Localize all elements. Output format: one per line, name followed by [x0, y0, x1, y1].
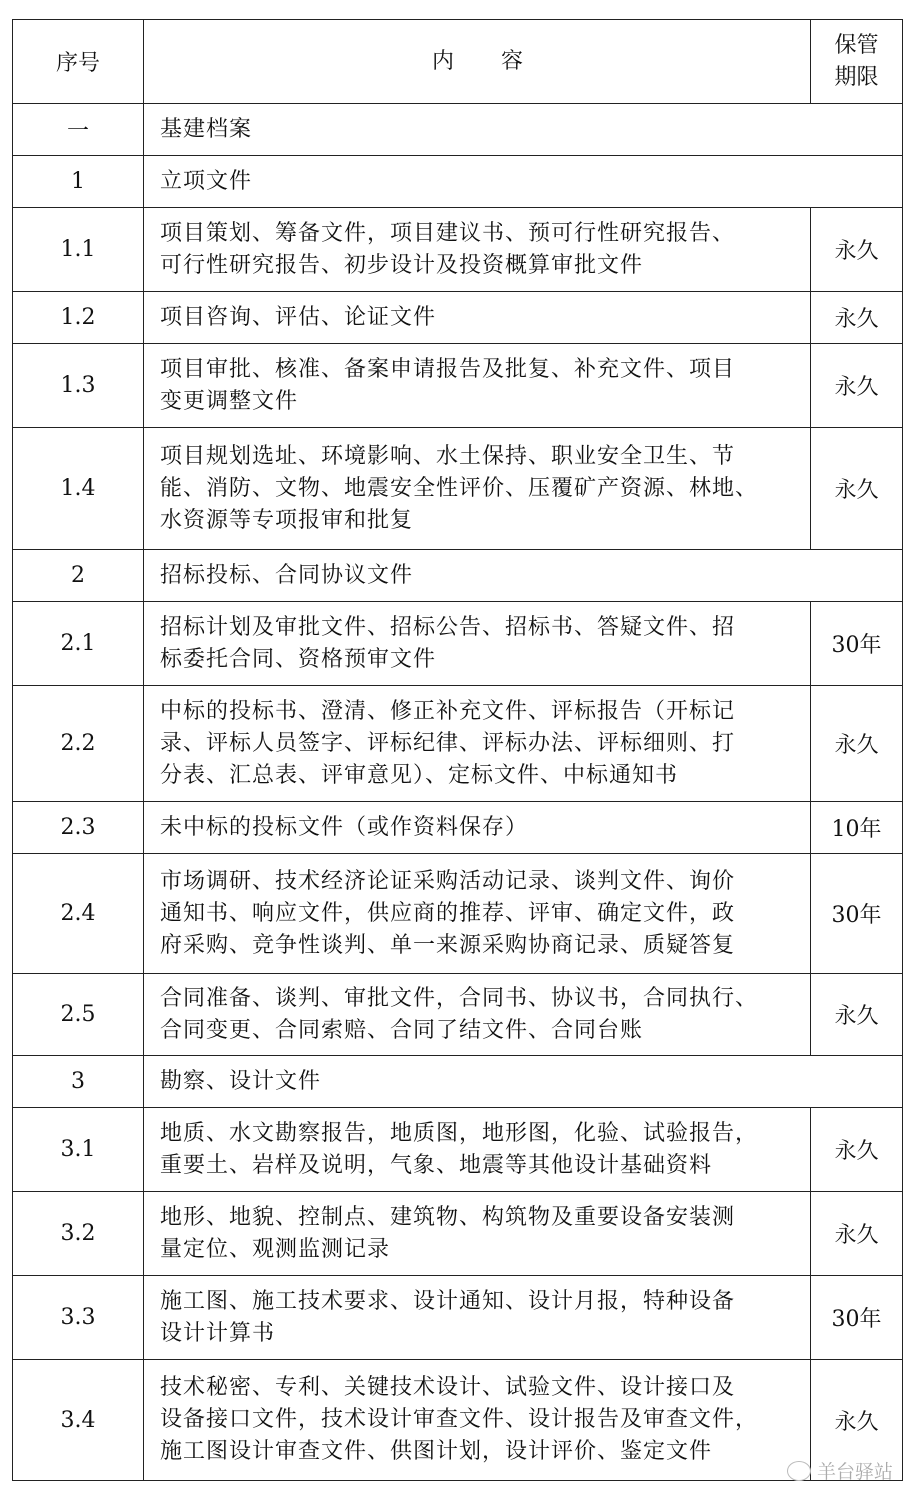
retention-period: 永久 — [811, 1360, 903, 1481]
retention-period: 30年 — [811, 1276, 903, 1360]
content-line: 分表、汇总表、评审意见）、定标文件、中标通知书 — [160, 762, 679, 788]
table-row — [13, 1360, 903, 1481]
content-line: 水资源等专项报审和批复 — [160, 507, 414, 533]
content-line: 地形、地貌、控制点、建筑物、构筑物及重要设备安装测 — [160, 1204, 736, 1230]
row-content — [144, 344, 811, 428]
retention-period: 永久 — [811, 344, 903, 428]
row-content — [144, 974, 811, 1056]
content-line: 量定位、观测监测记录 — [160, 1236, 391, 1262]
row-content — [144, 1276, 811, 1360]
retention-period: 30年 — [811, 854, 903, 974]
table-row — [13, 292, 903, 344]
row-number: 1.1 — [13, 208, 144, 292]
row-number: 2.1 — [13, 602, 144, 686]
section-row — [13, 1056, 903, 1108]
table-row — [13, 1192, 903, 1276]
table-row — [13, 854, 903, 974]
row-content — [144, 428, 811, 550]
content-line: 变更调整文件 — [160, 388, 299, 414]
content-line: 市场调研、技术经济论证采购活动记录、谈判文件、询价 — [160, 868, 736, 894]
content-line: 中标的投标书、澄清、修正补充文件、评标报告（开标记 — [160, 698, 736, 724]
table-row — [13, 344, 903, 428]
row-number: 3.3 — [13, 1276, 144, 1360]
row-content — [144, 1056, 903, 1108]
table-row — [13, 602, 903, 686]
content-line: 通知书、响应文件，供应商的推荐、评审、确定文件，政 — [160, 900, 736, 926]
row-number: 3.4 — [13, 1360, 144, 1481]
header-no: 序号 — [13, 20, 144, 104]
table-row — [13, 802, 903, 854]
content-line: 地质、水文勘察报告，地质图，地形图，化验、试验报告， — [160, 1120, 759, 1146]
row-content — [144, 1108, 811, 1192]
row-content — [144, 854, 811, 974]
table-row — [13, 208, 903, 292]
content-line: 施工图设计审查文件、供图计划，设计评价、鉴定文件 — [160, 1439, 713, 1464]
content-line: 可行性研究报告、初步设计及投资概算审批文件 — [160, 252, 644, 278]
content-line: 合同准备、谈判、审批文件，合同书、协议书，合同执行、 — [160, 985, 759, 1011]
retention-period: 永久 — [811, 1108, 903, 1192]
content-line: 勘察、设计文件 — [160, 1068, 322, 1094]
header-content: 内 容 — [144, 20, 811, 104]
content-line: 招标投标、合同协议文件 — [160, 562, 414, 588]
row-content — [144, 686, 811, 802]
row-content — [144, 550, 903, 602]
retention-period: 永久 — [811, 686, 903, 802]
row-number: 3.2 — [13, 1192, 144, 1276]
content-line: 未中标的投标文件（或作资料保存） — [160, 814, 529, 840]
retention-period: 永久 — [811, 974, 903, 1056]
row-number: 2.2 — [13, 686, 144, 802]
row-number: 3.1 — [13, 1108, 144, 1192]
content-line: 基建档案 — [160, 116, 253, 142]
row-content — [144, 104, 903, 156]
row-number: 1.4 — [13, 428, 144, 550]
table-row — [13, 428, 903, 550]
retention-period: 永久 — [811, 428, 903, 550]
header-period-line: 保管 — [834, 32, 879, 58]
content-line: 项目策划、筹备文件，项目建议书、预可行性研究报告、 — [160, 220, 736, 246]
wechat-icon — [787, 1461, 811, 1481]
retention-period: 30年 — [811, 602, 903, 686]
header-period — [811, 20, 903, 104]
table-row — [13, 974, 903, 1056]
content-line: 招标计划及审批文件、招标公告、招标书、答疑文件、招 — [160, 614, 736, 640]
retention-period: 10年 — [811, 802, 903, 854]
section-row — [13, 156, 903, 208]
content-line: 施工图、施工技术要求、设计通知、设计月报，特种设备 — [160, 1288, 736, 1314]
row-number: 2.5 — [13, 974, 144, 1056]
row-number: 3 — [13, 1056, 144, 1108]
row-content — [144, 602, 811, 686]
content-line: 府采购、竞争性谈判、单一来源采购协商记录、质疑答复 — [160, 932, 736, 958]
watermark-text: 羊台驿站 — [816, 1461, 893, 1483]
content-line: 立项文件 — [160, 168, 253, 194]
content-line: 合同变更、合同索赔、合同了结文件、合同台账 — [160, 1017, 644, 1043]
archive-retention-table — [12, 19, 903, 1481]
row-number: 2.3 — [13, 802, 144, 854]
row-content — [144, 208, 811, 292]
row-content — [144, 1360, 811, 1481]
section-row — [13, 104, 903, 156]
row-content — [144, 292, 811, 344]
content-line: 能、消防、文物、地震安全性评价、压覆矿产资源、林地、 — [160, 475, 759, 501]
content-line: 项目审批、核准、备案申请报告及批复、补充文件、项目 — [160, 356, 736, 382]
content-line: 技术秘密、专利、关键技术设计、试验文件、设计接口及 — [160, 1375, 736, 1400]
row-content — [144, 156, 903, 208]
content-line: 录、评标人员签字、评标纪律、评标办法、评标细则、打 — [160, 730, 736, 756]
retention-period: 永久 — [811, 208, 903, 292]
content-line: 设备接口文件，技术设计审查文件、设计报告及审查文件， — [160, 1407, 759, 1432]
watermark — [787, 1457, 893, 1484]
table-row — [13, 686, 903, 802]
content-line: 标委托合同、资格预审文件 — [160, 646, 437, 672]
header-period-line: 期限 — [834, 64, 879, 90]
retention-period: 永久 — [811, 1192, 903, 1276]
content-line: 项目咨询、评估、论证文件 — [160, 304, 437, 330]
table-header — [13, 20, 903, 104]
row-number: 一 — [13, 104, 144, 156]
row-number: 2.4 — [13, 854, 144, 974]
row-number: 1.2 — [13, 292, 144, 344]
section-row — [13, 550, 903, 602]
retention-period: 永久 — [811, 292, 903, 344]
content-line: 项目规划选址、环境影响、水土保持、职业安全卫生、节 — [160, 443, 736, 469]
row-content — [144, 802, 811, 854]
row-number: 2 — [13, 550, 144, 602]
row-content — [144, 1192, 811, 1276]
row-number: 1.3 — [13, 344, 144, 428]
table-row — [13, 1276, 903, 1360]
content-line: 设计计算书 — [160, 1320, 276, 1346]
row-number: 1 — [13, 156, 144, 208]
table-row — [13, 1108, 903, 1192]
content-line: 重要土、岩样及说明，气象、地震等其他设计基础资料 — [160, 1152, 713, 1178]
